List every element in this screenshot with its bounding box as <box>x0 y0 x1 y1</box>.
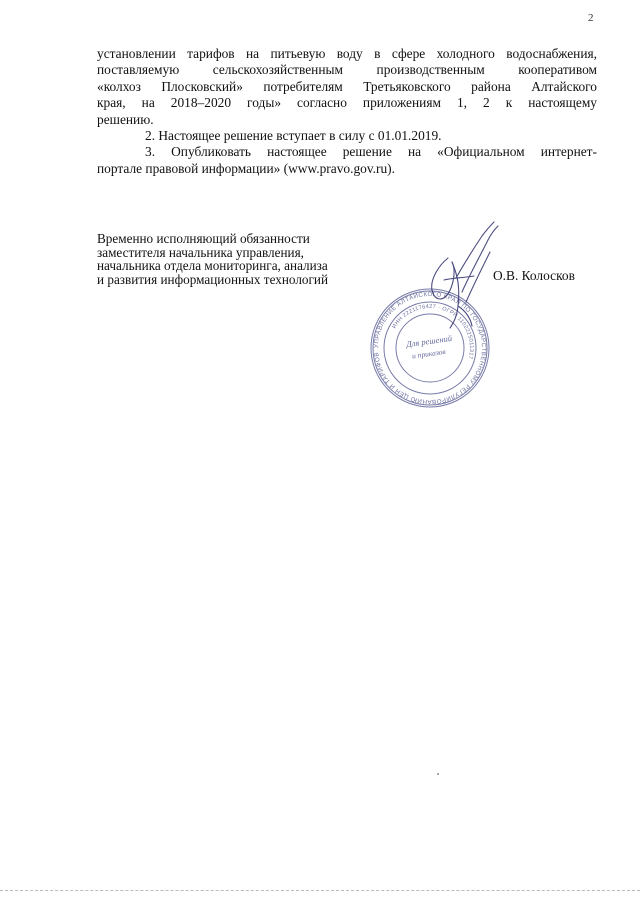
position-line-1: Временно исполняющий обязанности <box>97 231 310 246</box>
stray-dot-mark <box>437 773 439 775</box>
paragraph-2: 2. Настоящее решение вступает в силу с 01.01.2019. <box>145 128 442 144</box>
stamp-center-line-2: и приказов <box>411 346 447 361</box>
paragraph-1-line-3: «колхоз Плосковский» потребителям Третьяковского района Алтайского <box>97 78 597 94</box>
position-line-2: заместителя начальника управления, <box>97 244 304 260</box>
page-number: 2 <box>588 12 594 24</box>
stamp-outer-text: УПРАВЛЕНИЕ АЛТАЙСКОГО КРАЯ ПО ГОСУДАРСТВЕННОМУ РЕГУЛИРОВАНИЮ ЦЕН И ТАРИФОВ <box>372 290 488 406</box>
position-line-4: и развития информационных технологий <box>97 271 329 287</box>
paragraph-1-line-4: края, на 2018–2020 годы» согласно приложениям 1, 2 к настоящему <box>97 95 597 111</box>
document-body <box>97 46 597 177</box>
paragraph-3-line-2: портале правовой информации» (www.pravo.gov.ru). <box>97 160 395 176</box>
signer-name: О.В. Колосков <box>493 268 575 283</box>
bottom-rule <box>0 890 640 891</box>
handwritten-signature <box>418 218 508 338</box>
stamp-center-line-1: Для решений <box>405 332 453 350</box>
paragraph-1-line-1: установлении тарифов на питьевую воду в сфере холодного водоснабжения, <box>97 46 597 61</box>
paragraph-1-line-5: решению. <box>97 111 154 127</box>
signatory-position <box>97 232 397 286</box>
position-line-3: начальника отдела мониторинга, анализа <box>97 258 328 274</box>
paragraph-3-line-1: 3. Опубликовать настоящее решение на «Официальном интернет- <box>145 144 597 160</box>
stamp-codes-text: ИНН 2221176427 · ОГРН 1102225011317 <box>391 303 475 360</box>
paragraph-1-line-2: поставляемую сельскохозяйственным производственным кооперативом <box>97 62 597 78</box>
